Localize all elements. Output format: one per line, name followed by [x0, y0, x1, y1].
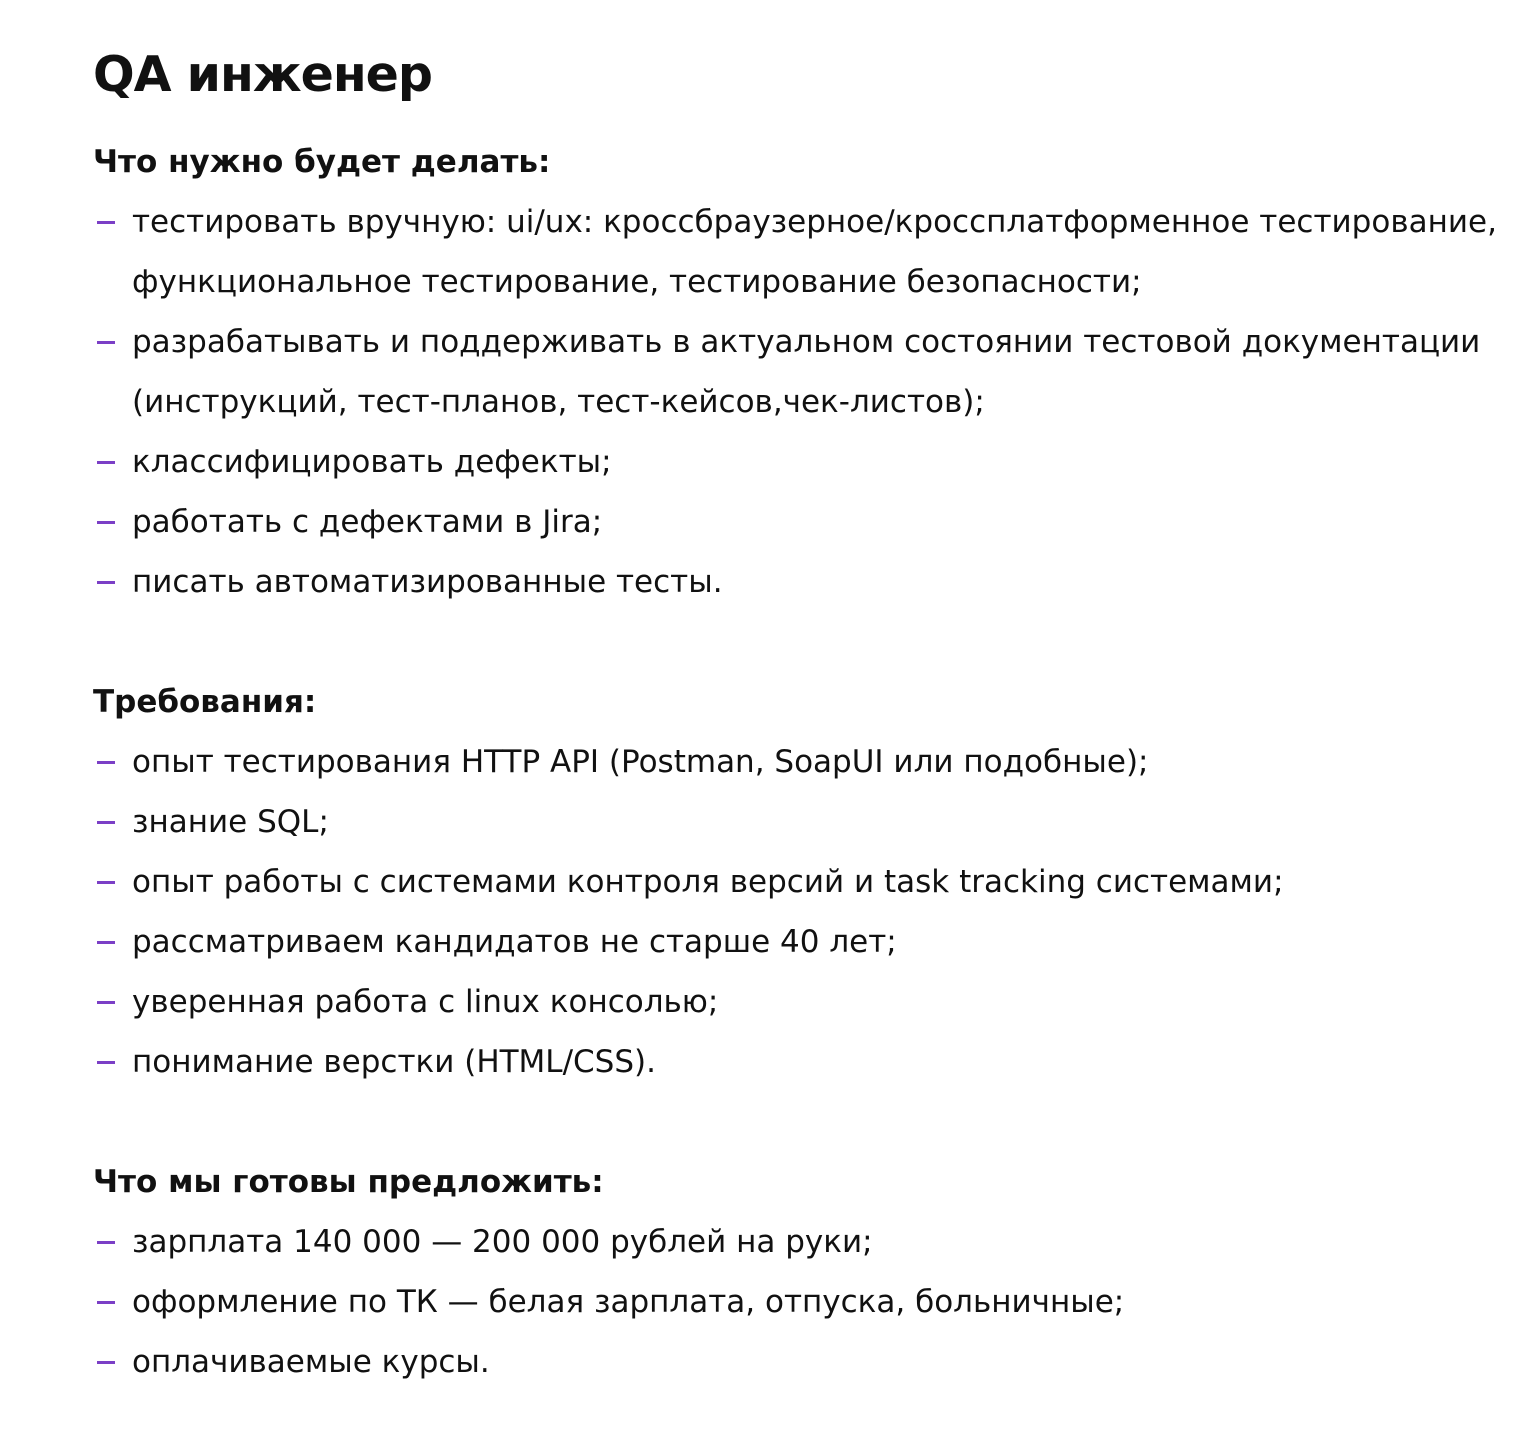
dash-bullet-icon [97, 221, 115, 224]
dash-bullet-icon [97, 1241, 115, 1244]
dash-bullet-icon [97, 1001, 115, 1004]
list-item-text: классифицировать дефекты; [132, 444, 612, 480]
list-item-text: оплачиваемые курсы. [132, 1344, 490, 1380]
list-item [93, 192, 1513, 312]
list-item [93, 1032, 1513, 1092]
section-requirements [93, 672, 1513, 1092]
list-item [93, 432, 1513, 492]
list-item [93, 1272, 1513, 1332]
list-item-text: работать с дефектами в Jira; [132, 504, 603, 540]
list-item [93, 852, 1513, 912]
list-item-text: понимание верстки (HTML/CSS). [132, 1044, 656, 1080]
list-item [93, 552, 1513, 612]
job-posting [93, 40, 1513, 1392]
list-item [93, 312, 1513, 432]
dash-bullet-icon [97, 761, 115, 764]
list-item-text: разрабатывать и поддерживать в актуальном состоянии тестовой документации (инструкций, тест-планов, тест-кейсов,чек-листов); [132, 324, 1481, 420]
dash-bullet-icon [97, 341, 115, 344]
dash-bullet-icon [97, 821, 115, 824]
list-item-text: оформление по ТК — белая зарплата, отпуска, больничные; [132, 1284, 1125, 1320]
page-title: QA инженер [93, 46, 432, 103]
dash-bullet-icon [97, 521, 115, 524]
list-item-text: писать автоматизированные тесты. [132, 564, 723, 600]
section-duties [93, 132, 1513, 612]
dash-bullet-icon [97, 461, 115, 464]
dash-bullet-icon [97, 581, 115, 584]
dash-bullet-icon [97, 1361, 115, 1364]
dash-bullet-icon [97, 1061, 115, 1064]
list-item-text: опыт работы с системами контроля версий и task tracking системами; [132, 864, 1284, 900]
list-item [93, 492, 1513, 552]
list-item-text: зарплата 140 000 — 200 000 рублей на руки; [132, 1224, 873, 1260]
list-item [93, 912, 1513, 972]
duties-list [93, 192, 1513, 612]
list-item-text: опыт тестирования HTTP API (Postman, SoapUI или подобные); [132, 744, 1149, 780]
section-heading-offer: Что мы готовы предложить: [93, 1164, 604, 1200]
list-item [93, 1212, 1513, 1272]
list-item-text: знание SQL; [132, 804, 329, 840]
list-item [93, 972, 1513, 1032]
section-offer [93, 1152, 1513, 1392]
requirements-list [93, 732, 1513, 1092]
dash-bullet-icon [97, 881, 115, 884]
list-item [93, 792, 1513, 852]
dash-bullet-icon [97, 1301, 115, 1304]
list-item-text: тестировать вручную: ui/ux: кроссбраузерное/кроссплатформенное тестирование, функциональное тестирование, тестирование безопасности; [132, 204, 1497, 300]
offer-list [93, 1212, 1513, 1392]
list-item [93, 1332, 1513, 1392]
dash-bullet-icon [97, 941, 115, 944]
list-item-text: рассматриваем кандидатов не старше 40 лет; [132, 924, 897, 960]
list-item-text: уверенная работа с linux консолью; [132, 984, 719, 1020]
section-heading-duties: Что нужно будет делать: [93, 144, 551, 180]
list-item [93, 732, 1513, 792]
section-heading-requirements: Требования: [93, 684, 317, 720]
